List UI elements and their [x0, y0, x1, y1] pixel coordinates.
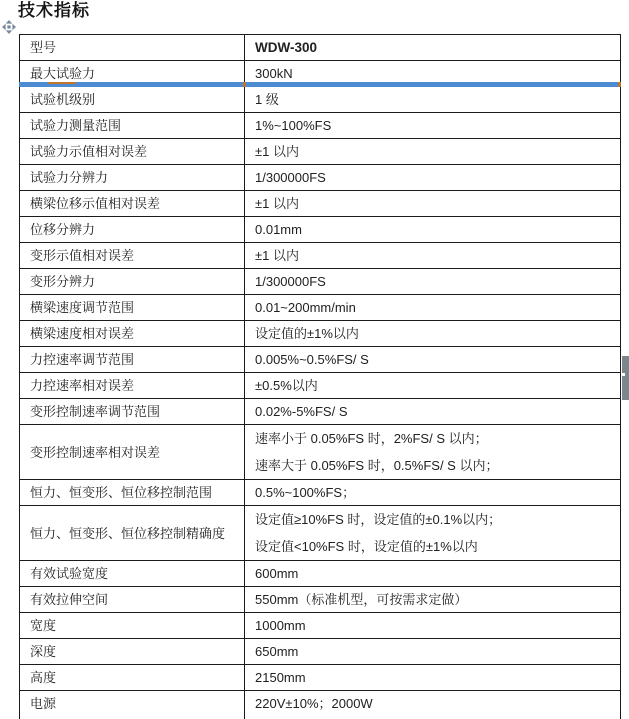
table-row — [20, 113, 621, 139]
value-line: 速率小于 0.05%FS 时，2%FS/ S 以内； — [255, 431, 488, 446]
param-cell — [20, 425, 245, 480]
indicator-tick-right — [618, 82, 621, 87]
value-cell — [245, 613, 621, 639]
value-cell — [245, 399, 621, 425]
value-cell — [245, 113, 621, 139]
param-label: 横梁位移示值相对误差 — [30, 196, 161, 211]
scrollbar-thumb-notch — [622, 373, 625, 376]
value-line: 0.005%~0.5%FS/ S — [255, 352, 369, 367]
value-line: WDW-300 — [255, 40, 317, 55]
param-cell — [20, 295, 245, 321]
value-line: 1 级 — [255, 92, 279, 107]
param-label: 电源 — [30, 696, 57, 711]
value-cell — [245, 373, 621, 399]
param-label: 宽度 — [30, 618, 57, 633]
param-label: 恒力、恒变形、恒位移控制精确度 — [30, 525, 226, 541]
table-row — [20, 561, 621, 587]
param-cell — [20, 587, 245, 613]
value-line: 300kN — [255, 66, 293, 81]
param-cell — [20, 35, 245, 61]
param-label: 变形控制速率相对误差 — [30, 444, 161, 460]
value-cell — [245, 87, 621, 113]
param-label: 型号 — [30, 40, 57, 55]
param-label: 高度 — [30, 670, 57, 685]
param-cell — [20, 269, 245, 295]
table-row — [20, 480, 621, 506]
value-line: 1%~100%FS — [255, 118, 332, 133]
table-row — [20, 321, 621, 347]
table-row — [20, 613, 621, 639]
param-label: 试验力分辨力 — [30, 170, 109, 185]
value-line: 0.01~200mm/min — [255, 300, 356, 315]
param-label: 试验力示值相对误差 — [30, 144, 148, 159]
param-label: 横梁速度调节范围 — [30, 300, 135, 315]
param-label: 位移分辨力 — [30, 222, 96, 237]
table-row — [20, 506, 621, 561]
value-line: 0.02%-5%FS/ S — [255, 404, 348, 419]
row-drag-indicator — [19, 82, 621, 87]
param-cell — [20, 691, 245, 719]
page-title: 技术指标 — [18, 1, 90, 20]
param-label: 试验力测量范围 — [30, 118, 122, 133]
table-row — [20, 191, 621, 217]
table-row — [20, 347, 621, 373]
value-cell — [245, 665, 621, 691]
table-row — [20, 665, 621, 691]
value-cell — [245, 425, 621, 480]
param-label: 最大试验力 — [30, 66, 96, 81]
param-label: 有效拉伸空间 — [30, 592, 109, 607]
table-row — [20, 373, 621, 399]
value-line: 设定值≥10%FS 时，设定值的±0.1%以内； — [255, 512, 502, 527]
row-drag-indicator-bar — [19, 82, 621, 87]
value-line: 设定值<10%FS 时，设定值的±1%以内 — [255, 539, 478, 554]
param-cell — [20, 561, 245, 587]
indicator-tick-left — [48, 82, 76, 84]
value-cell — [245, 243, 621, 269]
param-label: 深度 — [30, 644, 57, 659]
value-cell — [245, 165, 621, 191]
value-cell — [245, 347, 621, 373]
param-cell — [20, 613, 245, 639]
value-line: 设定值的±1%以内 — [255, 326, 359, 341]
value-line: 0.01mm — [255, 222, 302, 237]
value-cell — [245, 295, 621, 321]
table-row — [20, 639, 621, 665]
value-line: 1000mm — [255, 618, 306, 633]
value-line: 220V±10%；2000W — [255, 696, 373, 711]
spec-table — [19, 34, 621, 719]
param-label: 恒力、恒变形、恒位移控制范围 — [30, 485, 213, 500]
value-cell — [245, 639, 621, 665]
param-cell — [20, 373, 245, 399]
value-line: 550mm（标准机型，可按需求定做） — [255, 592, 468, 607]
value-line: 650mm — [255, 644, 299, 659]
param-label: 变形控制速率调节范围 — [30, 404, 161, 419]
value-line: ±1 以内 — [255, 144, 299, 159]
indicator-tick-divider — [243, 82, 246, 87]
param-cell — [20, 347, 245, 373]
param-cell — [20, 639, 245, 665]
param-cell — [20, 243, 245, 269]
table-row — [20, 87, 621, 113]
table-row — [20, 399, 621, 425]
value-cell — [245, 587, 621, 613]
value-cell — [245, 561, 621, 587]
value-line: 1/300000FS — [255, 170, 326, 185]
param-label: 有效试验宽度 — [30, 566, 109, 581]
value-cell — [245, 191, 621, 217]
value-line: 1/300000FS — [255, 274, 326, 289]
param-cell — [20, 480, 245, 506]
param-label: 横梁速度相对误差 — [30, 326, 135, 341]
value-line: 600mm — [255, 566, 299, 581]
value-cell — [245, 691, 621, 719]
table-row — [20, 35, 621, 61]
value-line: ±1 以内 — [255, 196, 299, 211]
value-line: 2150mm — [255, 670, 306, 685]
table-row — [20, 217, 621, 243]
scrollbar-thumb[interactable] — [622, 356, 629, 400]
param-cell — [20, 165, 245, 191]
param-cell — [20, 506, 245, 561]
param-cell — [20, 191, 245, 217]
value-cell — [245, 506, 621, 561]
param-label: 试验机级别 — [30, 92, 96, 107]
param-cell — [20, 113, 245, 139]
value-cell — [245, 321, 621, 347]
param-cell — [20, 217, 245, 243]
move-icon[interactable] — [2, 20, 16, 34]
param-cell — [20, 139, 245, 165]
table-row — [20, 587, 621, 613]
value-line: ±0.5%以内 — [255, 378, 318, 393]
param-cell — [20, 665, 245, 691]
param-cell — [20, 321, 245, 347]
table-row — [20, 269, 621, 295]
value-cell — [245, 139, 621, 165]
param-label: 力控速率调节范围 — [30, 352, 135, 367]
table-row — [20, 165, 621, 191]
table-row — [20, 691, 621, 719]
param-label: 变形示值相对误差 — [30, 248, 135, 263]
param-cell — [20, 87, 245, 113]
value-line: ±1 以内 — [255, 248, 299, 263]
value-line: 速率大于 0.05%FS 时，0.5%FS/ S 以内； — [255, 458, 499, 473]
table-row — [20, 425, 621, 480]
param-cell — [20, 399, 245, 425]
value-cell — [245, 480, 621, 506]
value-cell — [245, 35, 621, 61]
table-row — [20, 139, 621, 165]
table-row — [20, 243, 621, 269]
param-label: 力控速率相对误差 — [30, 378, 135, 393]
table-row — [20, 295, 621, 321]
value-cell — [245, 217, 621, 243]
value-line: 0.5%~100%FS； — [255, 485, 356, 500]
value-cell — [245, 269, 621, 295]
param-label: 变形分辨力 — [30, 274, 96, 289]
move-icon-glyph — [2, 20, 16, 34]
